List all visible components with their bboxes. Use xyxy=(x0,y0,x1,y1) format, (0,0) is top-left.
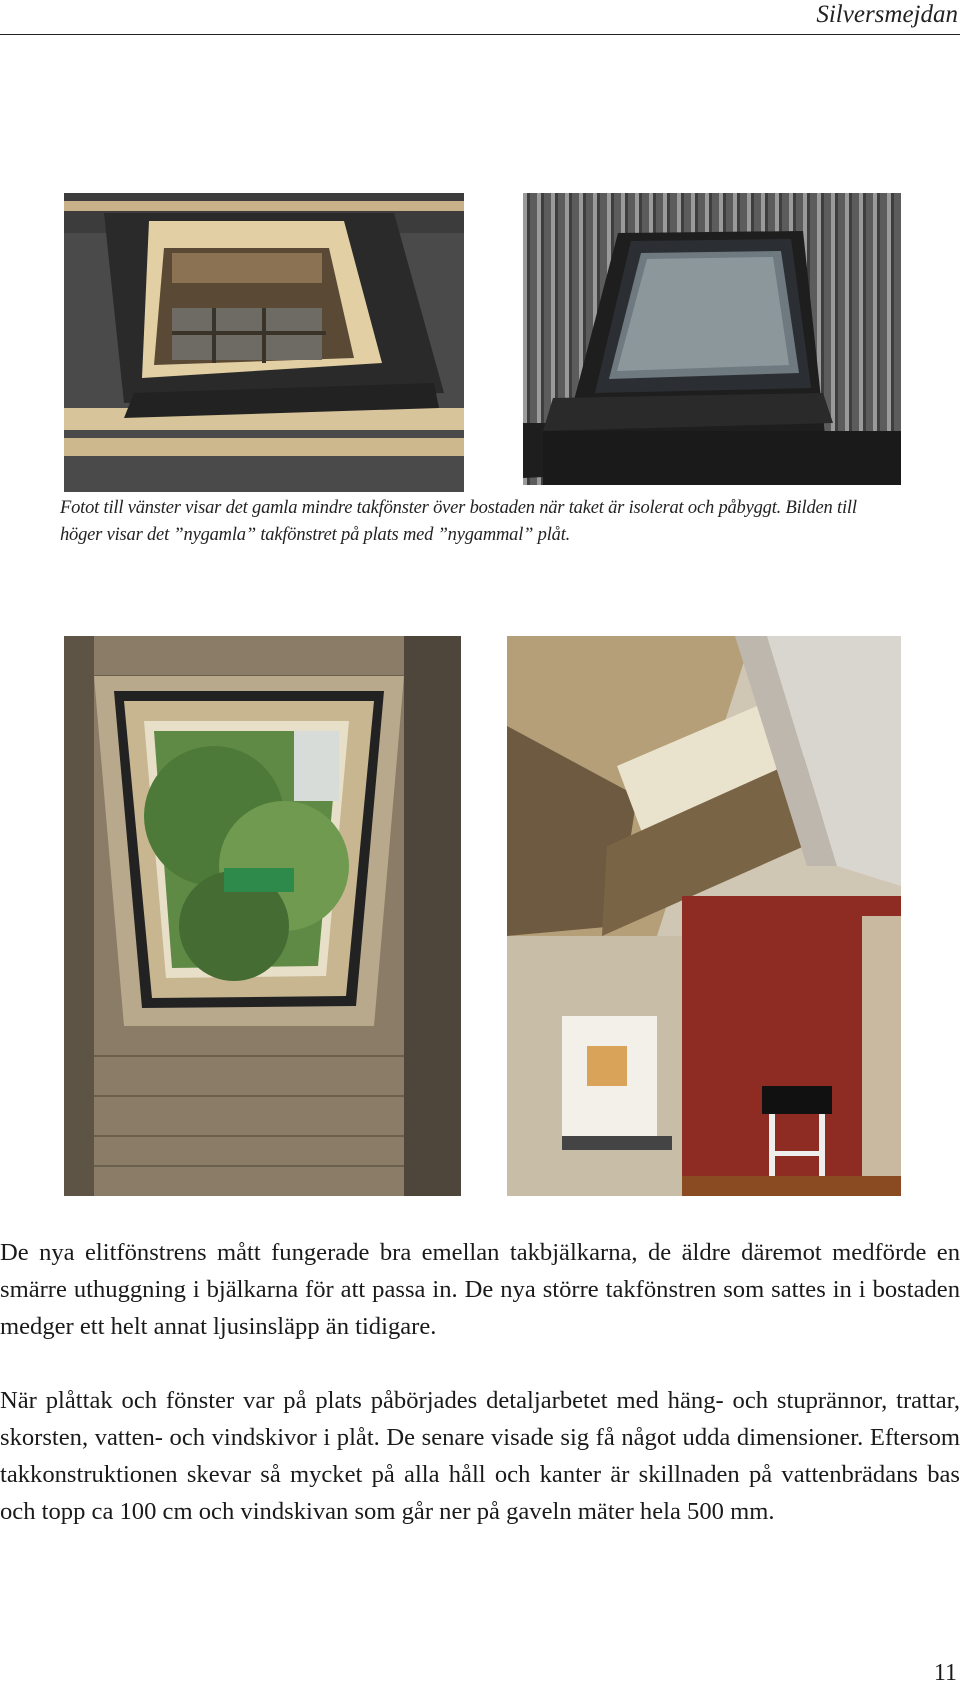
body-paragraph: När plåttak och fönster var på plats påbörjades detaljarbetet med häng- och stuprännor, trattar, skorsten, vatten- och vindskivor i plåt. De senare visade sig få något udda dimensioner. Eftersom takkonstruktionen skevar så mycket på alla håll och kanter är skillnaden på vattenbrädans bas och topp ca 100 cm och vindskivan som går ner på gaveln mäter hela 500 mm. xyxy=(0,1387,960,1525)
photo-attic-room xyxy=(507,636,901,1196)
photo-old-skylight xyxy=(64,193,464,492)
photo-new-skylight xyxy=(523,193,901,485)
page-number: 11 xyxy=(933,1660,957,1686)
caption-line-1: Fotot till vänster visar det gamla mindre takfönster över bostaden när taket är isolerat och påbyggt. Bilden till xyxy=(60,498,857,518)
header-rule xyxy=(0,34,960,35)
running-header-title: Silversmejdan xyxy=(816,1,958,28)
body-paragraph: De nya elitfönstrens mått fungerade bra emellan takbjälkarna, de äldre däremot medförde en smärre uthuggning i bjälkarna för att passa in. De nya större takfönstren som sattes in i bostaden medger ett helt annat ljusinsläpp än tidigare. xyxy=(0,1239,960,1340)
photo-skylight-interior xyxy=(64,636,461,1196)
photo-caption xyxy=(60,495,910,549)
caption-line-2: höger visar det ”nygamla” takfönstret på plats med ”nygammal” plåt. xyxy=(60,525,571,545)
